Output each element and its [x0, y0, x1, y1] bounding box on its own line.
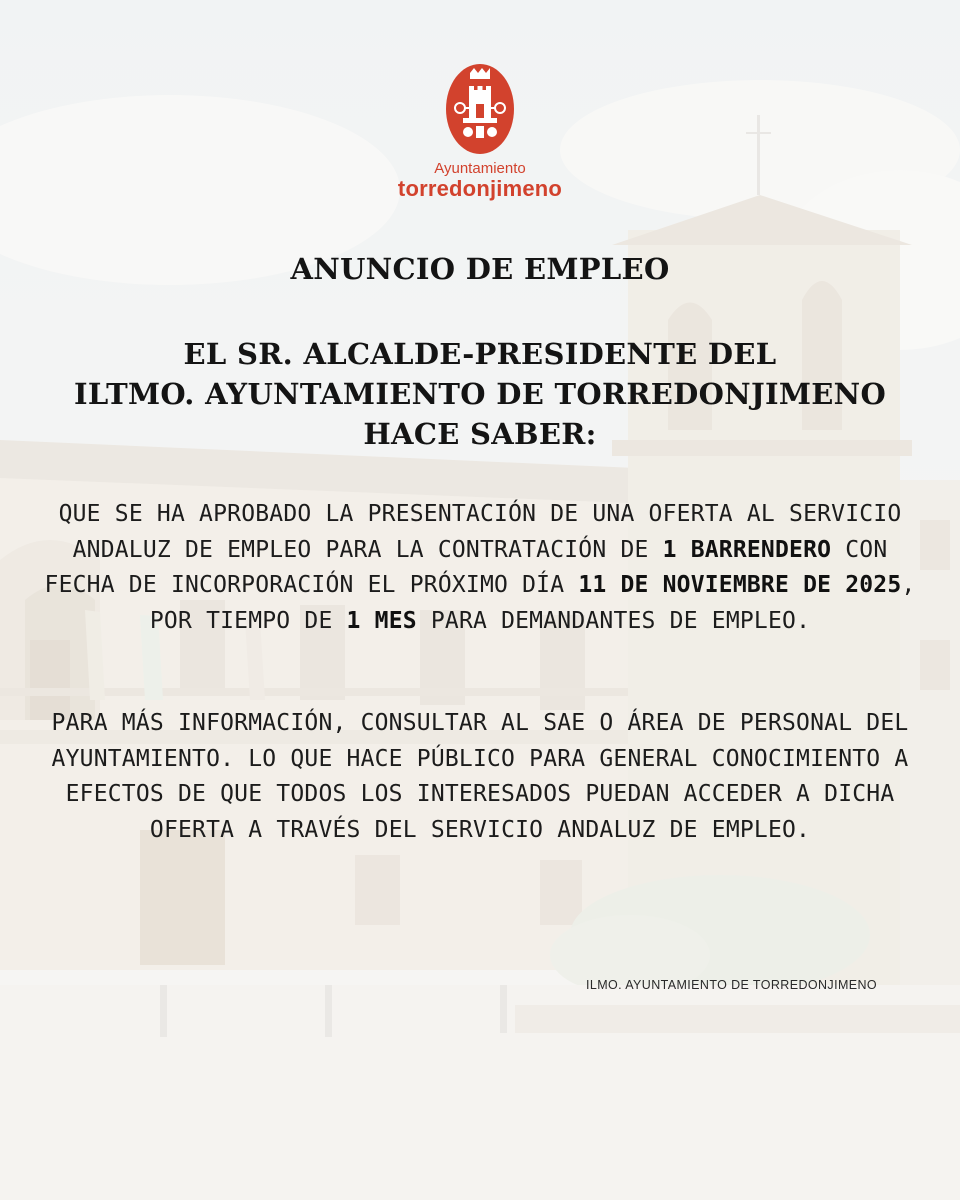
page-title: ANUNCIO DE EMPLEO [290, 252, 670, 286]
paragraph1-text-4: PARA DEMANDANTES DE EMPLEO. [416, 607, 811, 634]
logo-name-text: torredonjimeno [397, 176, 563, 201]
information-paragraph: PARA MÁS INFORMACIÓN, CONSULTAR AL SAE O ÁREA DE PERSONAL DEL AYUNTAMIENTO. LO QUE HACE PÚBLICO PARA GENERAL CONOCIMIENTO A EFECTOS DE QUE TODOS LOS INTERESADOS PUEDAN ACCEDER A DICHA OFERTA A TRAVÉS DEL SERVICIO ANDALUZ DE EMPLEO. [51, 710, 909, 843]
contract-duration: 1 MES [346, 607, 417, 634]
job-position: 1 BARRENDERO [662, 536, 832, 563]
start-date: 11 DE NOVIEMBRE DE 2025 [578, 572, 902, 598]
paragraph1-text-1: QUE SE HA APROBADO LA PRESENTACIÓN DE UNA OFERTA AL SERVICIO ANDALUZ DE EMPLEO PARA LA CONTRATACIÓN DE [58, 501, 902, 563]
logo-top-text: Ayuntamiento [434, 160, 526, 177]
municipal-logo [0, 64, 960, 202]
decree-line-1: EL SR. ALCALDE-PRESIDENTE DEL [183, 337, 777, 371]
decree-heading [0, 334, 960, 454]
announcement-paragraph [40, 497, 920, 639]
paragraph1-text-3: , POR TIEMPO DE [149, 572, 916, 634]
decree-line-3: HACE SABER: [363, 417, 597, 451]
paragraph1-text-2: CON FECHA DE INCORPORACIÓN EL PRÓXIMO DÍA [44, 536, 888, 598]
coat-of-arms-icon [446, 64, 514, 154]
footer-signature: ILMO. AYUNTAMIENTO DE TORREDONJIMENO [586, 978, 878, 992]
decree-line-2: ILTMO. AYUNTAMIENTO DE TORREDONJIMENO [73, 377, 887, 411]
